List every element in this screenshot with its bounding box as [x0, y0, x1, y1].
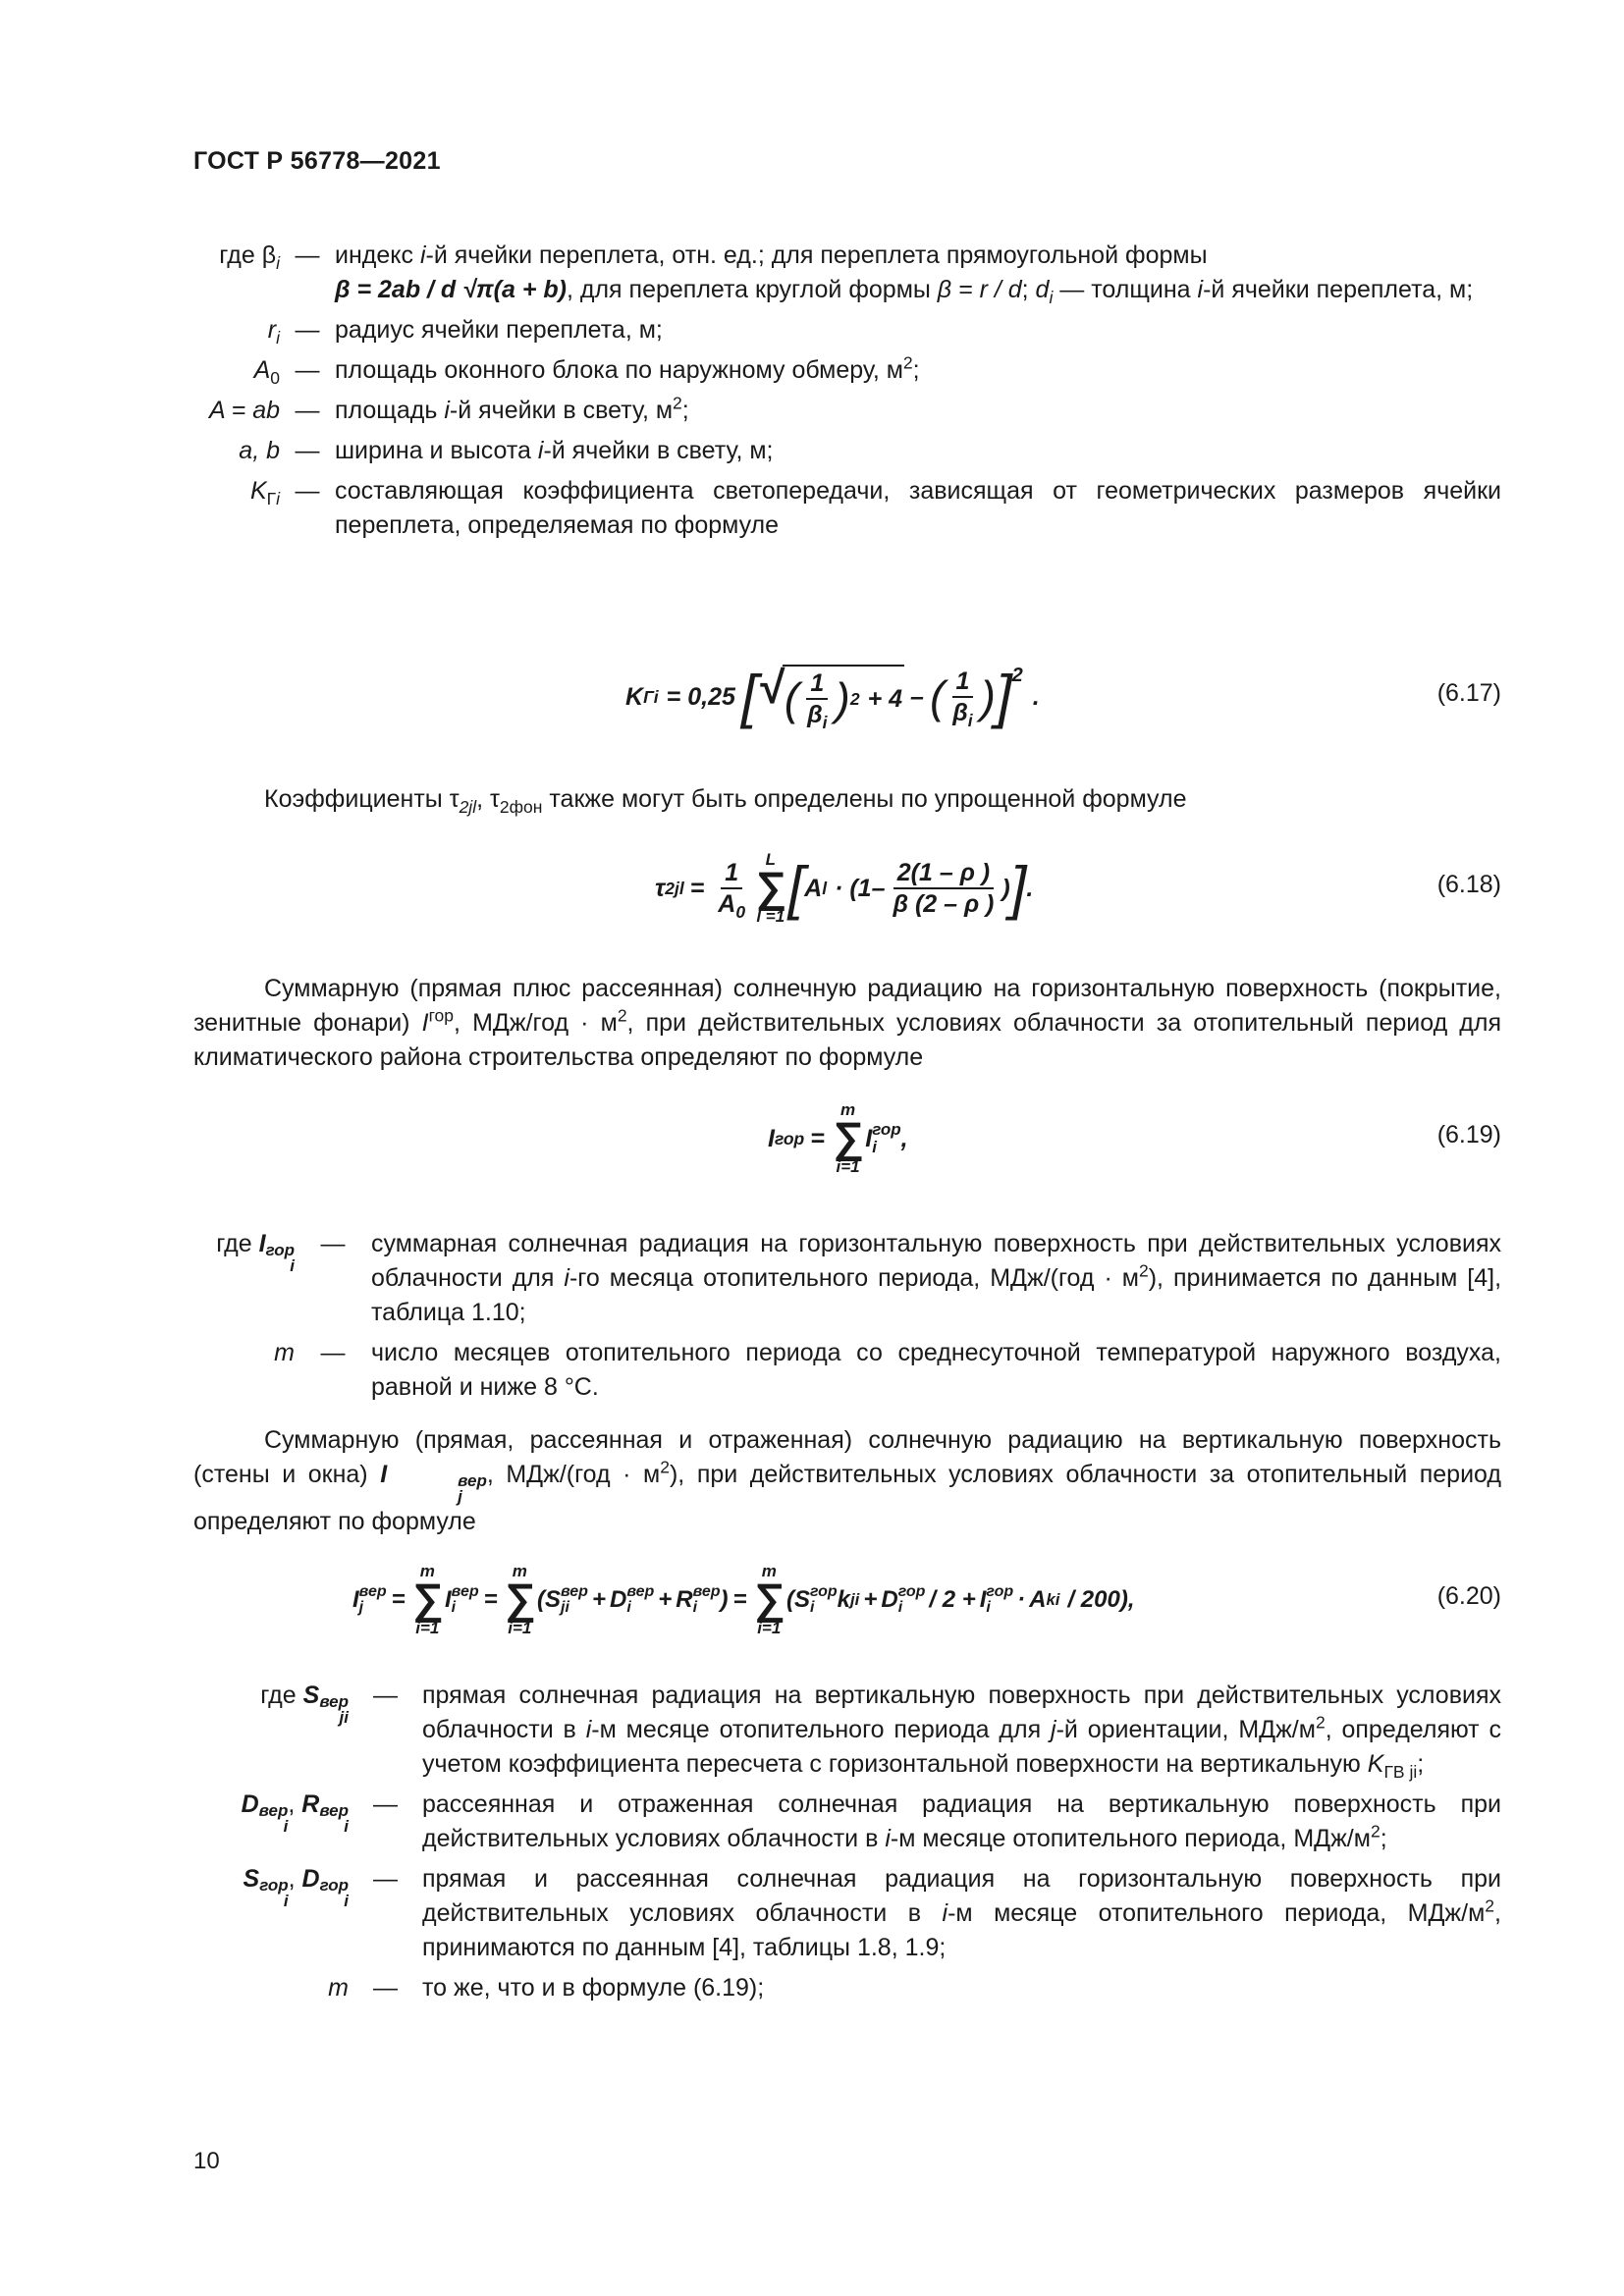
equation-6-20 — [193, 1541, 1501, 1659]
equation-body: τ 2jl = $\frac{1}{A_0}$ L ∑ l =1 [ A l · (1– 2(1 – ρ ) β (2 – ρ ) ) ] . — [655, 850, 1034, 926]
equation-number: (6.19) — [1436, 1121, 1501, 1148]
definitions-beta-block — [0, 239, 1624, 549]
formula-round-beta: β = r / d — [937, 276, 1022, 303]
term-D-R-ver: D вер i , R вер i — [241, 1790, 349, 1836]
definition-S-ver: где S вер ji — прямая солнечная радиация на вертикальную поверхность при действительных условиях облачности в i-м месяце отопительного периода для j-й ориентации, МДж/$м^2$, определяют с учетом коэффициента пересчета с горизонтальной поверхности на вертикальную $K_{ГВ ji}$; — [0, 1679, 1624, 1782]
term-m: m — [274, 1339, 295, 1366]
term-beta: где $\beta_i$ — [219, 241, 280, 273]
definition-S-D-gor: S гор i , D гор i — прямая и рассеянная солнечная радиация на горизонтальную поверхность при действительных условиях облачности в i-м месяце отопительного периода, МДж/$м^2$, принимаются по данным [4], таблицы 1.8, 1.9; — [0, 1862, 1624, 1965]
definitions-horizontal-block — [0, 1227, 1624, 1411]
term-r: $r_i$ — [267, 316, 280, 347]
dash: — — [295, 241, 320, 269]
equation-body: K Гi = 0,25 [ √ ( 1 $\beta_i$ ) 2 + 4 – ( 1 $\beta_i$ ) ] $^2$ . — [625, 662, 1040, 732]
paragraph-coefficients: Коэффициенты $\tau_{2jl}$, $\tau_{2фон}$ также могут быть определены по упрощенной формуле — [264, 785, 1187, 817]
definitions-vertical-block — [0, 1679, 1624, 2011]
paragraph-vertical-radiation: Суммарную (прямая, рассеянная и отраженная) солнечную радиацию на вертикальную поверхность (стены и окна) I вер j , $МДж/(год \cdot м^2)$, при действительных условиях облачности за отопительный период определяют по формуле — [193, 1426, 1501, 1535]
equation-body: I вер j = m ∑ i=1 I вер i = m ∑ i=1 ( S вер ji + D вер i + R вер i ) = m ∑ i=1 ( S гор i k ji + D гор i / 2 + I гор i · A ki / 200), — [352, 1562, 1135, 1637]
definition-D-R-ver: D вер i , R вер i — рассеянная и отраженная солнечная радиация на вертикальную поверхность при действительных условиях облачности в i-м месяце отопительного периода, МДж/$м^2$; — [0, 1788, 1624, 1856]
term-Ai: A = ab — [208, 397, 280, 424]
term-S-ver: где S вер ji — [260, 1682, 349, 1727]
equation-body: I гор = m ∑ i=1 I гор i , — [768, 1100, 908, 1176]
definition-text: индекс i-й ячейки переплета, отн. ед.; для переплета прямоугольной формы β = 2ab / d √π(a + b), для переплета круглой формы β = r / d; $d_i$ — толщина i-й ячейки переплета, м; — [335, 241, 1474, 307]
definition-m: m — число месяцев отопительного периода со среднесуточной температурой наружного воздуха, равной и ниже 8 °С. — [0, 1336, 1624, 1405]
document-header: ГОСТ Р 56778—2021 — [193, 147, 441, 175]
definition-Ii: где I гор i — суммарная солнечная радиация на горизонтальную поверхность при действительных условиях облачности для i-го месяца отопительного периода, $МДж/(год \cdot м^2)$, принимается по данным [4], таблица 1.10; — [0, 1227, 1624, 1330]
definition-ab: a, b — ширина и высота i-й ячейки в свету, м; — [0, 434, 1624, 468]
definition-Ai: A = ab — площадь i-й ячейки в свету, $м^2$; — [0, 394, 1624, 428]
term-S-D-gor: S гор i , D гор i — [243, 1865, 349, 1910]
equation-number: (6.18) — [1436, 871, 1501, 898]
definition-m-same: m — то же, что и в формуле (6.19); — [0, 1971, 1624, 2005]
definition-A0: $A_0$ — площадь оконного блока по наружному обмеру, $м^2$; — [0, 353, 1624, 388]
equation-number: (6.17) — [1436, 679, 1501, 707]
equation-6-19 — [193, 1080, 1501, 1198]
page-number: 10 — [193, 2148, 220, 2174]
term-A0: $A_0$ — [253, 356, 280, 388]
term-Ii: где I гор i — [216, 1230, 295, 1275]
term-m: m — [328, 1974, 349, 2002]
definition-beta — [0, 239, 1624, 307]
equation-number: (6.20) — [1436, 1582, 1501, 1610]
definition-r: $r_i$ — радиус ячейки переплета, м; — [0, 313, 1624, 347]
term-Kg: $K_{Гi}$ — [249, 477, 280, 508]
term-ab: a, b — [239, 437, 280, 464]
equation-6-18 — [193, 829, 1501, 947]
equation-6-17 — [193, 638, 1501, 756]
definition-Kg: $K_{Гi}$ — составляющая коэффициента светопередачи, зависящая от геометрических размеров ячейки переплета, определяемая по формуле — [0, 474, 1624, 543]
formula-rect-beta: β = 2ab / d √π(a + b) — [335, 276, 567, 303]
paragraph-horizontal-radiation: Суммарную (прямая плюс рассеянная) солнечную радиацию на горизонтальную поверхность (покрытие, зенитные фонари) $I^{гор}$, $МДж/год \cdot м^2$, при действительных условиях облачности за отопительный период для климатического района строительства определяют по формуле — [193, 975, 1501, 1071]
